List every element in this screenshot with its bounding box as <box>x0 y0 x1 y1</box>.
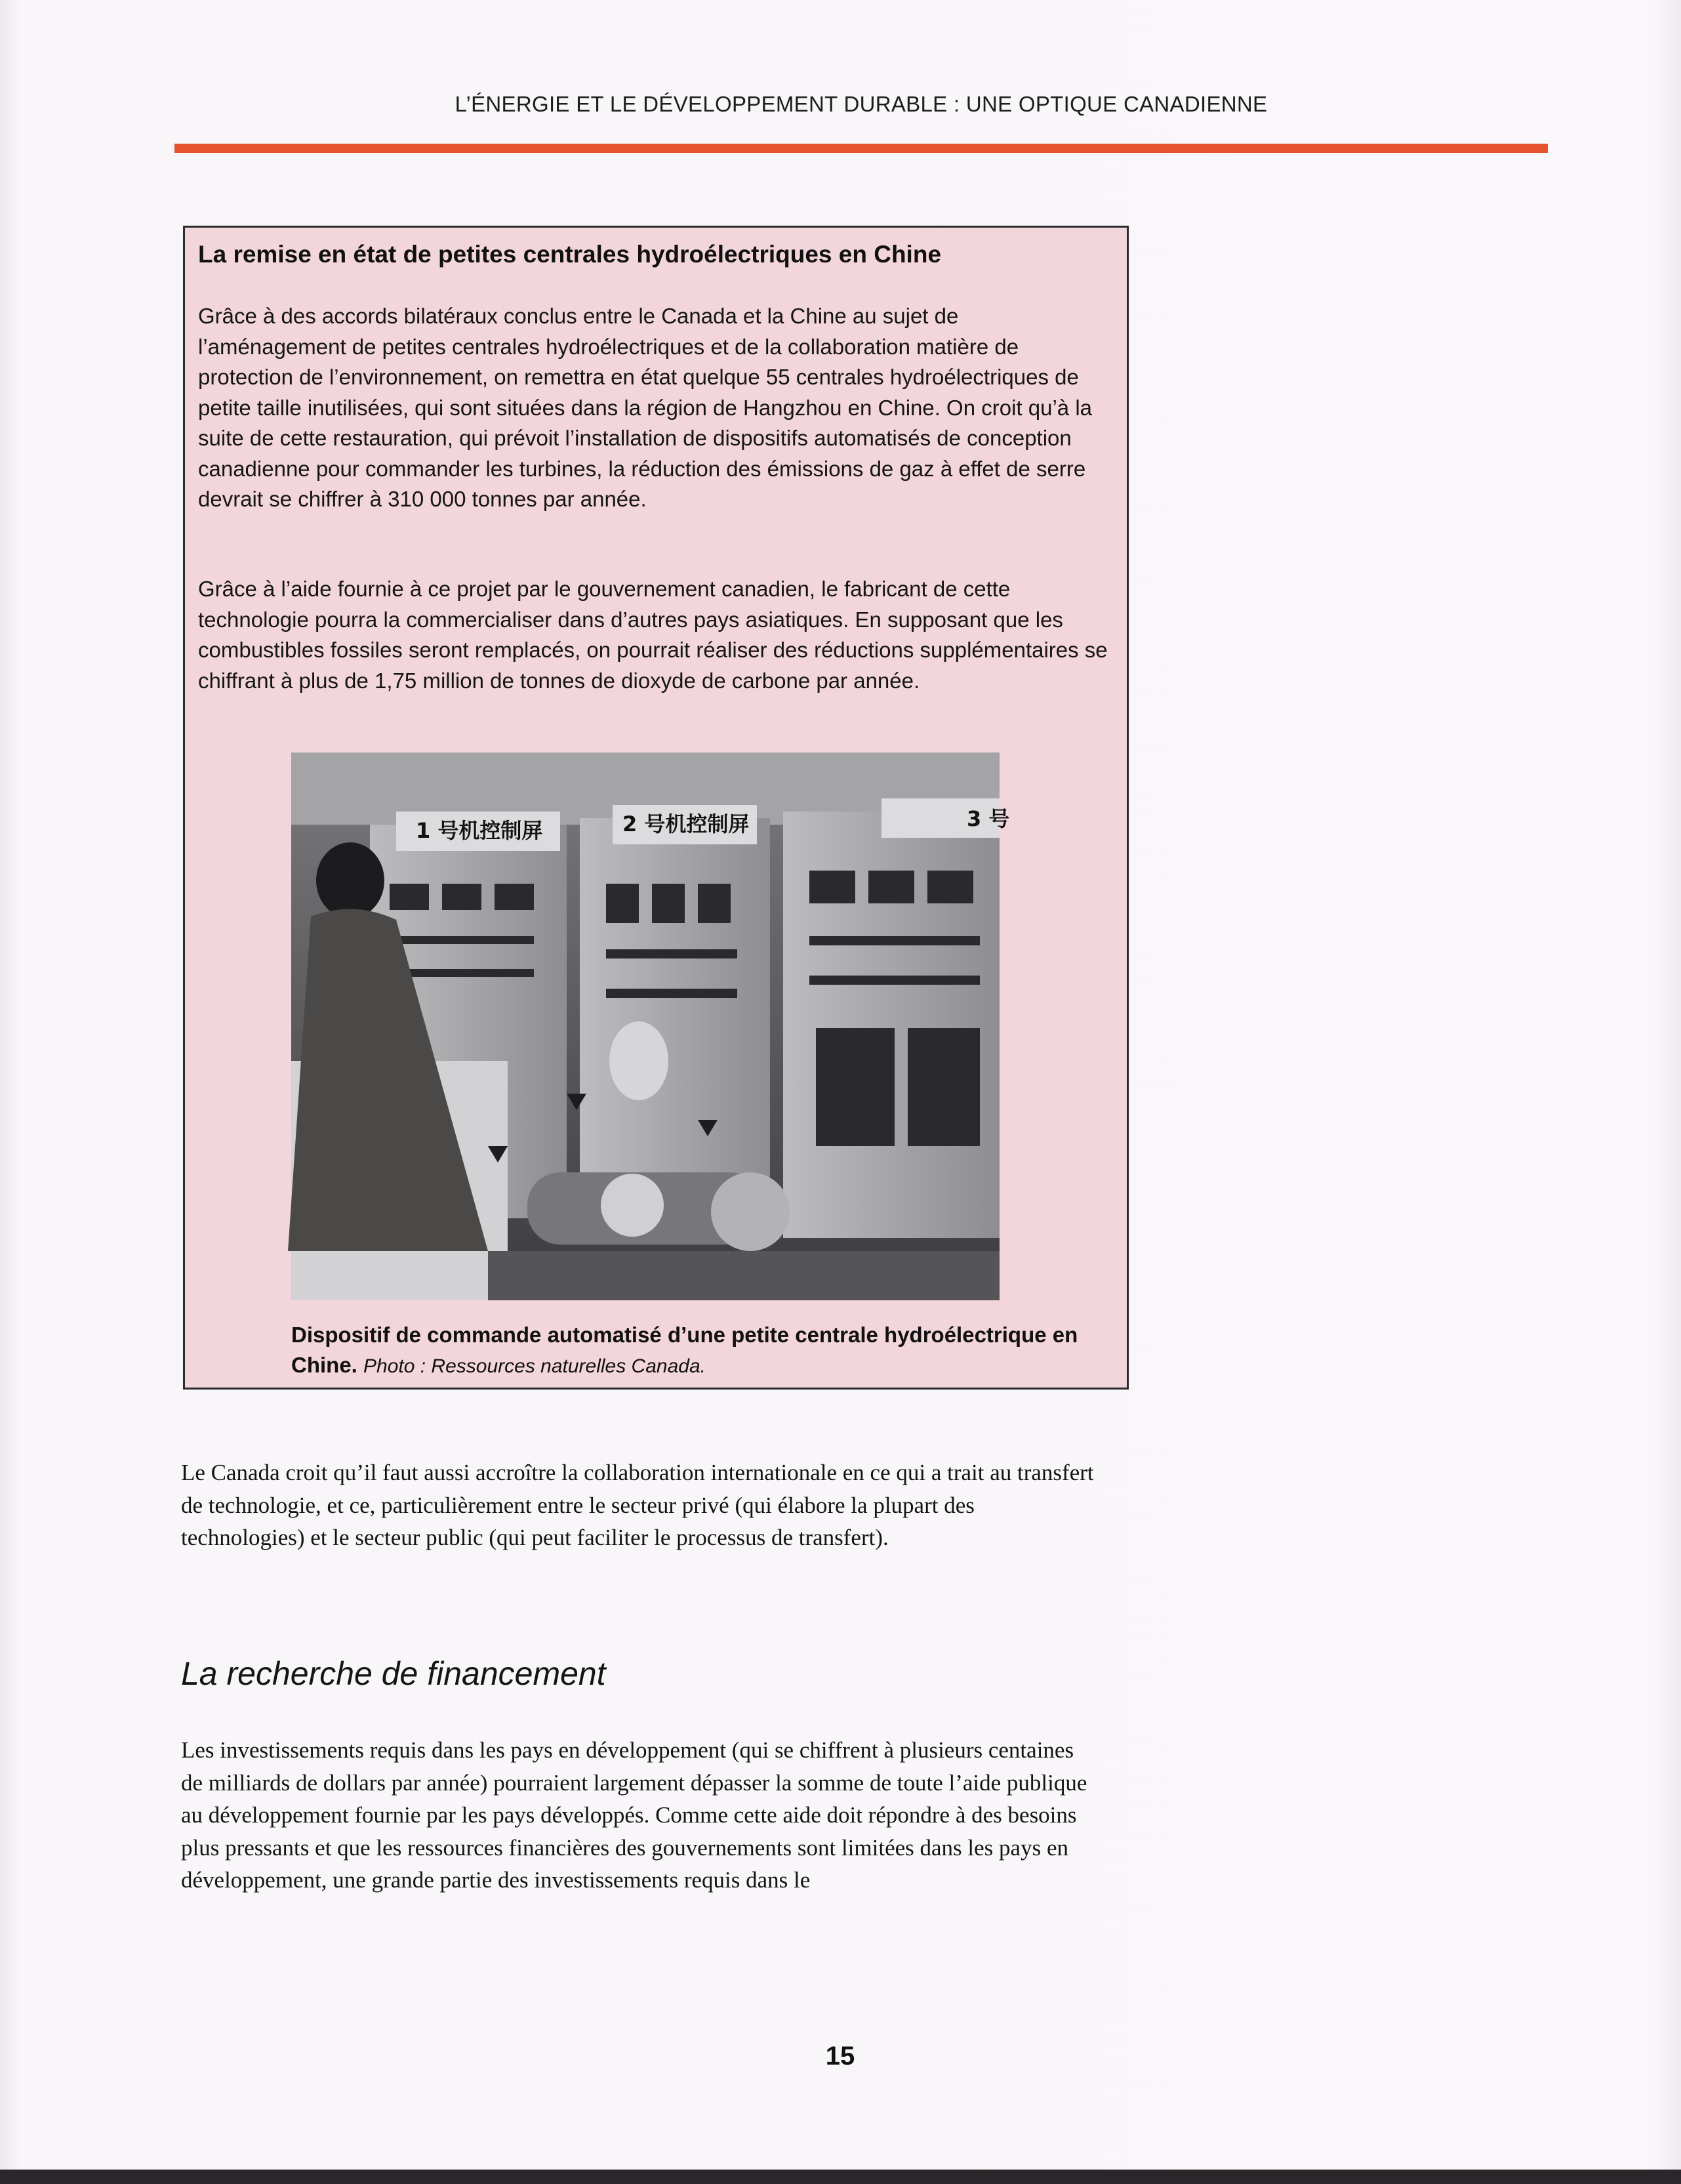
sidebar-paragraph-2: Grâce à l’aide fournie à ce projet par le gouvernement canadien, le fabricant de cette technologie pourra la commercialiser dans d’autres pays asiatiques. En supposant que les combustibles fossiles seront remplacés, on pourrait réaliser des réductions supplémentaires se chiffrant à plus de 1,75 million de tonnes de dioxyde de carbone par année. <box>198 577 1108 693</box>
header-rule <box>174 144 1548 153</box>
cabinet-2-label: 2 号机控制屏 <box>622 812 750 836</box>
caption-text: Dispositif de commande automatisé d’une petite centrale hydroélectrique en Chine. <box>291 1323 1078 1377</box>
paragraph-financing: Les investissements requis dans les pays en développement (qui se chiffrent à plusieurs centaines de milliards de dollars par année) pourraient largement dépasser la somme de toute l’aide publique au développement fournie par les pays développés. Comme cette aide doit répondre à des besoins plus pressants et que les ressources financières des gouvernements sont limitées dans les pays en développement, une grande partie des investissements requis dans le <box>181 1737 1087 1893</box>
photo-floor <box>488 1251 1000 1300</box>
technician-head <box>316 842 384 918</box>
paragraph-tech-transfer: Le Canada croit qu’il faut aussi accroître la collaboration internationale en ce qui a trait au transfert de technologie, et ce, particulièrement entre le secteur privé (qui élabore la plupart des technologies) et le secteur public (qui peut faciliter le processus de transfert). <box>181 1460 1094 1550</box>
sidebar-paragraph-1: Grâce à des accords bilatéraux conclus entre le Canada et la Chine au sujet de l’aménagement de petites centrales hydroélectriques et de la collaboration matière de protection de l’environnement, on remettra en état quelque 55 centrales hydroélectriques de petite taille inutilisées, qui sont situées dans la région de Hangzhou en Chine. On croit qu’à la suite de cette restauration, qui prévoit l’installation de dispositifs automatisés de conception canadienne pour commander les turbines, la réduction des émissions de gaz à effet de serre devrait se chiffrer à 310 000 tonnes par année. <box>198 304 1093 511</box>
photo-credit: Photo : Ressources naturelles Canada. <box>363 1355 706 1377</box>
photo-illustration <box>291 752 1010 1300</box>
section-heading-financing: La recherche de financement <box>181 1655 606 1692</box>
cabinet-3-label: 3 号 <box>967 806 1010 831</box>
pressure-tank <box>609 1021 668 1100</box>
running-header: L’ÉNERGIE ET LE DÉVELOPPEMENT DURABLE : UNE OPTIQUE CANADIENNE <box>455 92 1268 116</box>
case-study-sidebar <box>183 226 1129 1390</box>
control-panel-photo <box>291 752 1010 1300</box>
motor-flywheel <box>601 1174 664 1237</box>
cabinet-1-label: 1 号机控制屏 <box>416 818 543 843</box>
photo-caption <box>291 1320 1091 1382</box>
sidebar-title: La remise en état de petites centrales hydroélectriques en Chine <box>198 241 942 268</box>
motor-end-cap <box>711 1172 790 1251</box>
page-number: 15 <box>825 2042 855 2071</box>
cabinet-2 <box>580 818 770 1225</box>
scan-bottom-edge <box>0 2170 1681 2184</box>
